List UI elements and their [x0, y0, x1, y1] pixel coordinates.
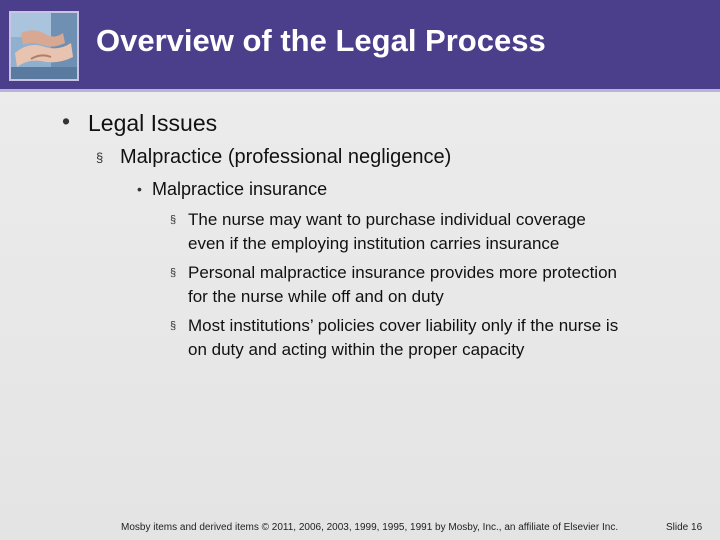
slide-number: Slide 16	[666, 522, 703, 533]
level2-text: Malpractice (professional negligence)	[120, 146, 452, 168]
level4-item-3-line1: Most institutions’ policies cover liability only if the nurse is	[188, 316, 619, 335]
level3-text: Malpractice insurance	[152, 179, 328, 199]
level4-item-2-line2: for the nurse while off and on duty	[188, 287, 444, 306]
level1-bullet: •	[62, 108, 71, 134]
level1-text: Legal Issues	[88, 110, 218, 136]
level2-bullet: §	[96, 150, 104, 165]
level4-item-3-line2: on duty and acting within the proper capacity	[188, 340, 525, 359]
level4-item-1-line1: The nurse may want to purchase individual coverage	[188, 210, 586, 229]
copyright-footer: Mosby items and derived items © 2011, 2006, 2003, 1999, 1995, 1991 by Mosby, Inc., an affiliate of Elsevier Inc.	[121, 522, 619, 533]
slide-title: Overview of the Legal Process	[96, 23, 546, 58]
level3-bullet: •	[137, 181, 142, 197]
level4-bullet-3: §	[170, 320, 177, 332]
level4-item-2-line1: Personal malpractice insurance provides more protection	[188, 263, 617, 282]
level4-item-1-line2: even if the employing institution carries insurance	[188, 234, 560, 253]
level4-bullet-1: §	[170, 214, 177, 226]
level4-bullet-2: §	[170, 267, 177, 279]
